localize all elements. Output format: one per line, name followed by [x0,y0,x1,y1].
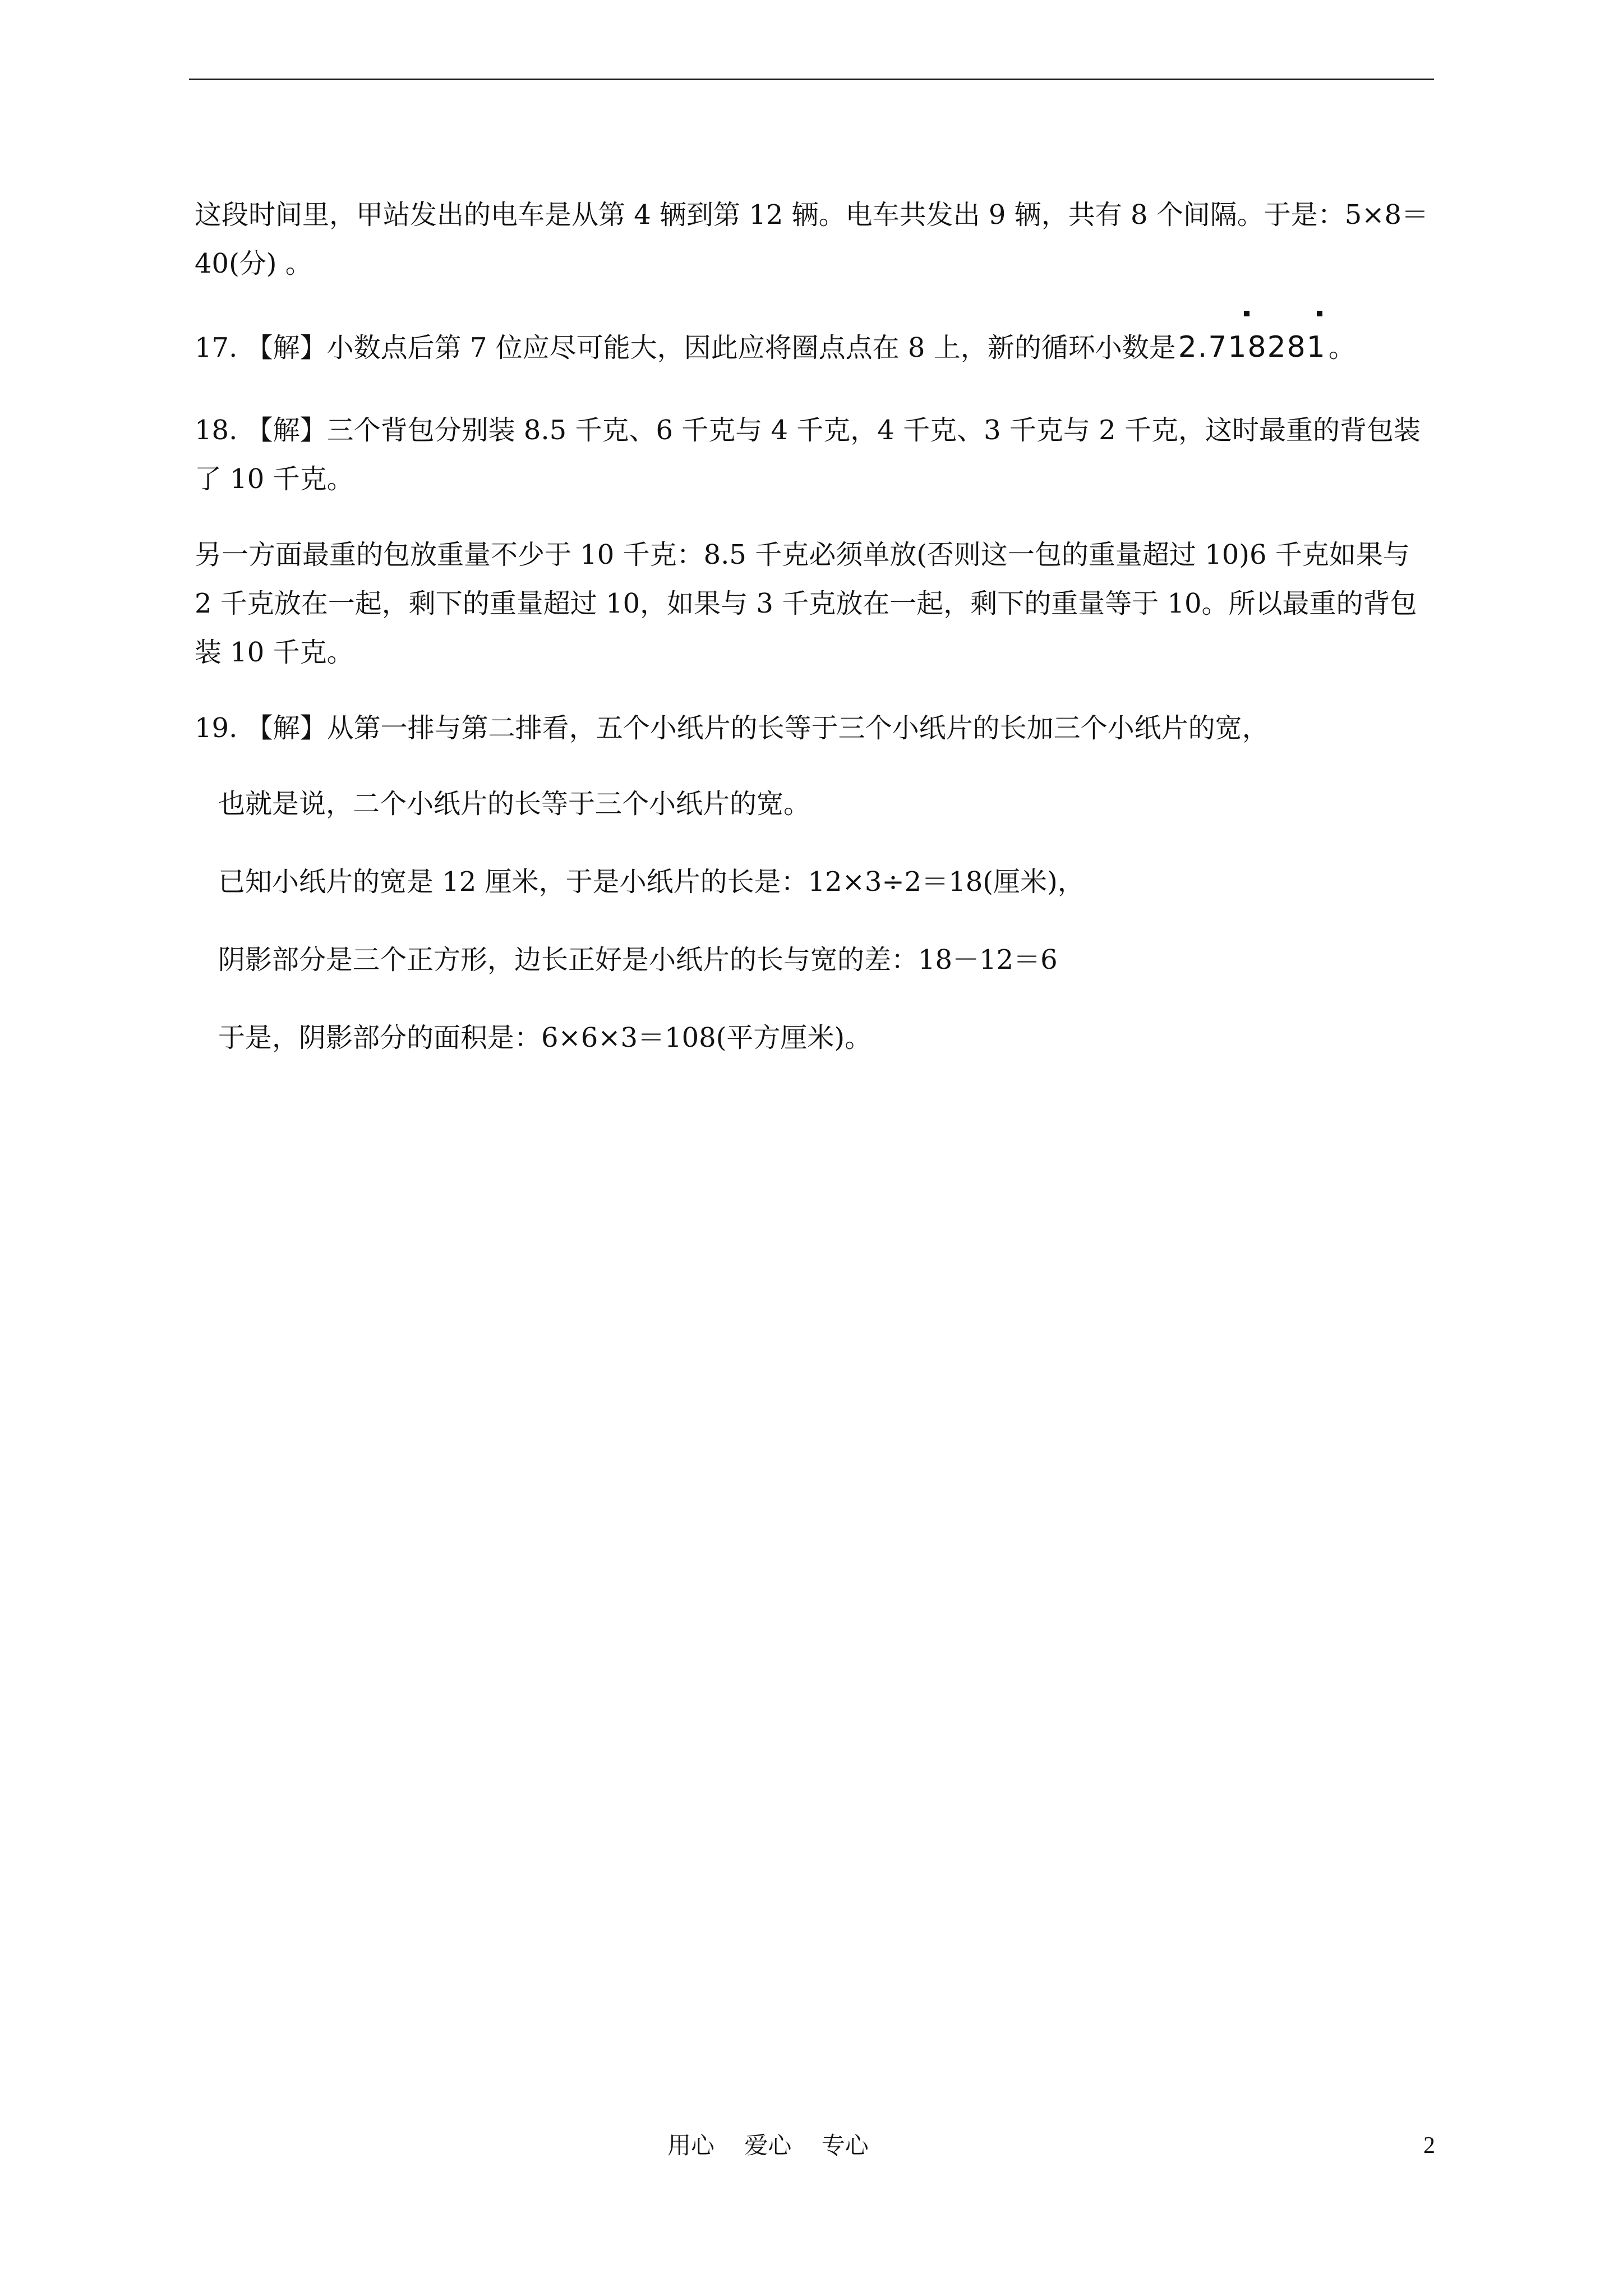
paragraph-18-explanation: 另一方面最重的包放重量不少于 10 千克：8.5 千克必须单放(否则这一包的重量超过 10)6 千克如果与 2 千克放在一起，剩下的重量超过 10，如果与 3 千克放在一起，剩下的重量等于 10。所以最重的背包装 10 千克。 [195,539,1419,668]
repeating-decimal [1178,323,1326,372]
paragraph-19-step-2: 已知小纸片的宽是 12 厘米，于是小纸片的长是：12×3÷2＝18(厘米)， [218,866,1085,898]
paragraph-19-step-3: 阴影部分是三个正方形，边长正好是小纸片的长与宽的差：18－12＝6 [218,944,1058,976]
header-rule [189,79,1434,80]
paragraph-16-continued: 这段时间里，甲站发出的电车是从第 4 辆到第 12 辆。电车共发出 9 辆，共有 8 个间隔。于是：5×8＝40(分) 。 [195,199,1429,279]
footer-motto: 用心 爱心 专心 [667,2132,869,2159]
paragraph-19: 19. 【解】从第一排与第二排看，五个小纸片的长等于三个小纸片的长加三个小纸片的宽， [195,712,1269,744]
paragraph-19-step-1: 也就是说，二个小纸片的长等于三个小纸片的宽。 [218,788,811,820]
document-body [195,191,1434,1062]
paragraph-17-end: 。 [1328,332,1355,364]
paragraph-17 [195,323,1434,372]
page-footer [0,2126,1623,2165]
repeating-decimal-value: 2.718281 [1178,330,1326,364]
page-number: 2 [1423,2133,1435,2159]
repeat-dot-end [1317,311,1322,316]
paragraph-19-step-4: 于是，阴影部分的面积是：6×6×3＝108(平方厘米)。 [218,1022,872,1053]
paragraph-18: 18. 【解】三个背包分别装 8.5 千克、6 千克与 4 千克，4 千克、3 千克与 2 千克，这时最重的背包装了 10 千克。 [195,415,1421,495]
paragraph-17-text: 17. 【解】小数点后第 7 位应尽可能大，因此应将圈点点在 8 上，新的循环小数是 [195,332,1176,364]
repeat-dot-start [1244,311,1249,316]
